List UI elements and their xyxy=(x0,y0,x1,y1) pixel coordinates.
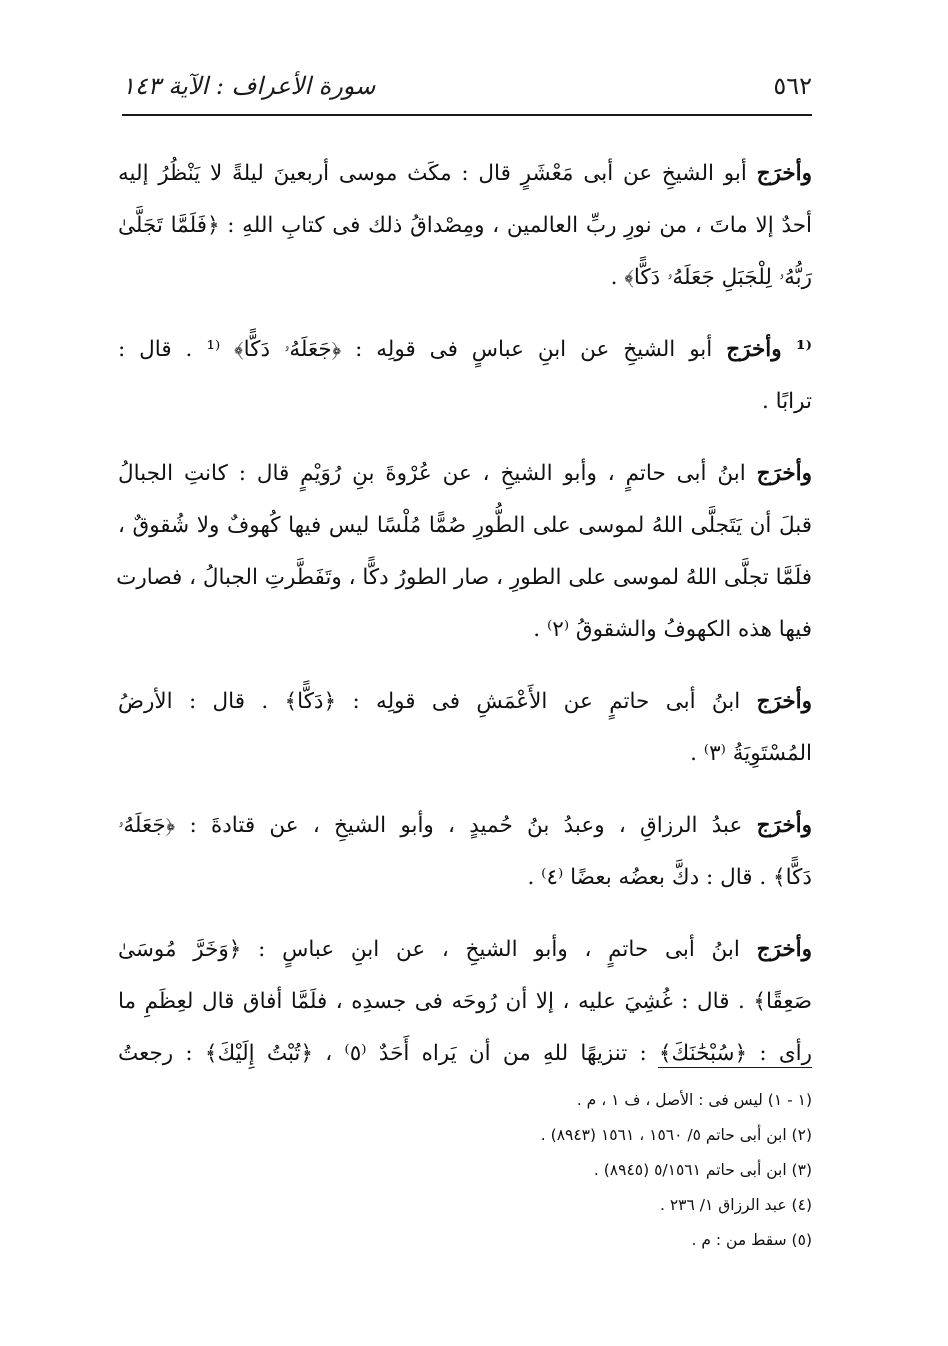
header-rule xyxy=(122,114,812,116)
text-line: ابنُ أبى حاتمٍ ، وأبو الشيخِ ، عن عُرْوةَ بنِ رُوَيْمٍ قال : كانتِ الجبالُ xyxy=(118,461,746,486)
text-line: أبو الشيخِ عن أبى مَعْشَرٍ قال : مكَث موسى أربعينَ ليلةً لا يَنْظُرُ إليه xyxy=(118,161,747,186)
running-header xyxy=(122,68,812,104)
text-line: فيها هذه الكهوفُ والشقوقُ ⁽٢⁾ . xyxy=(533,617,812,642)
paragraph-lead: وأخرَج xyxy=(756,461,812,486)
paragraph xyxy=(118,676,812,780)
running-title: سورة الأعراف : الآية ١٤٣ xyxy=(122,72,376,100)
footnote: (٤) عبد الرزاق ١/ ٢٣٦ . xyxy=(659,1196,812,1214)
text-line: عبدُ الرزاقِ ، وعبدُ بنُ حُميدٍ ، وأبو الشيخِ ، عن قتادةَ : ﴿جَعَلَهُۥ xyxy=(118,813,743,838)
text-line: أحدٌ إلا ماتَ ، من نورِ ربِّ العالمين ، ومِصْداقُ ذلك فى كتابِ اللهِ : ﴿فَلَمَّا تَجَلَّىٰ xyxy=(118,213,812,238)
text-line: قبلَ أن يَتَجلَّى اللهُ لموسى على الطُّورِ صُمًّا مُلْسًا ليس فيها كُهوفٌ ولا شُقوقٌ ، xyxy=(118,513,812,538)
text-line: صَعِقًا﴾ . قال : غُشِيَ عليه ، إلا أن رُوحَه فى جسدِه ، فلَمَّا أفاق قال لعِظَمِ ما xyxy=(118,989,812,1014)
paragraph xyxy=(118,448,812,656)
text-line: دَكًّا﴾ . قال : دكَّ بعضُه بعضًا ⁽٤⁾ . xyxy=(527,865,812,890)
paragraph-lead: وأخرَج xyxy=(756,161,812,186)
text-line: فلَمَّا تجلَّى اللهُ لموسى على الطورِ ، صار الطورُ دكًّا ، وتَفَطَّرتِ الجبالُ ، فصارت xyxy=(116,565,812,590)
footnote: (٢) ابن أبى حاتم ٥/ ١٥٦٠ ، ١٥٦١ (٨٩٤٣) . xyxy=(540,1126,812,1144)
text-line: ترابًا . xyxy=(761,389,812,414)
text-line: ابنُ أبى حاتمٍ عن الأَعْمَشِ فى قولِه : ﴿دَكًّا﴾ . قال : الأرضُ xyxy=(118,689,741,714)
footnote: (٣) ابن أبى حاتم ٥/١٥٦١ (٨٩٤٥) . xyxy=(593,1161,812,1179)
paragraph xyxy=(118,324,812,428)
paragraph-lead: ⁽¹ وأخرَج xyxy=(726,337,812,362)
paragraph xyxy=(118,924,812,1080)
text-line: ابنُ أبى حاتمٍ ، وأبو الشيخِ ، عن ابنِ عباسٍ : ﴿وَخَرَّ مُوسَىٰ xyxy=(118,937,740,962)
main-text xyxy=(118,148,812,1100)
text-line: رَبُّهُۥ لِلْجَبَلِ جَعَلَهُۥ دَكًّا﴾ . xyxy=(610,265,812,290)
text-line: المُسْتَوِيَةُ ⁽٣⁾ . xyxy=(690,741,812,766)
paragraph-lead: وأخرَج xyxy=(756,813,812,838)
footnotes xyxy=(300,1083,812,1258)
text-line: رأى : ﴿سُبْحَٰنَكَ﴾ : تنزيهًا للهِ من أن يَراه أَحَدٌ ⁽٥⁾ ، ﴿تُبْتُ إِلَيْكَ﴾ : رجعتُ xyxy=(118,1041,812,1066)
paragraph-lead: وأخرَج xyxy=(756,937,812,962)
page-number: ٥٦٢ xyxy=(773,72,812,100)
paragraph-lead: وأخرَج xyxy=(756,689,812,714)
text-line: أبو الشيخِ عن ابنِ عباسٍ فى قولِه : ﴿جَعَلَهُۥ دَكًّا﴾ ⁽¹ . قال : xyxy=(118,337,713,362)
paragraph xyxy=(118,148,812,304)
footnote-separator xyxy=(658,1067,812,1068)
footnote: (١ - ١) ليس فى : الأصل ، ف ١ ، م . xyxy=(576,1091,812,1109)
footnote: (٥) سقط من : م . xyxy=(691,1231,812,1249)
paragraph xyxy=(118,800,812,904)
